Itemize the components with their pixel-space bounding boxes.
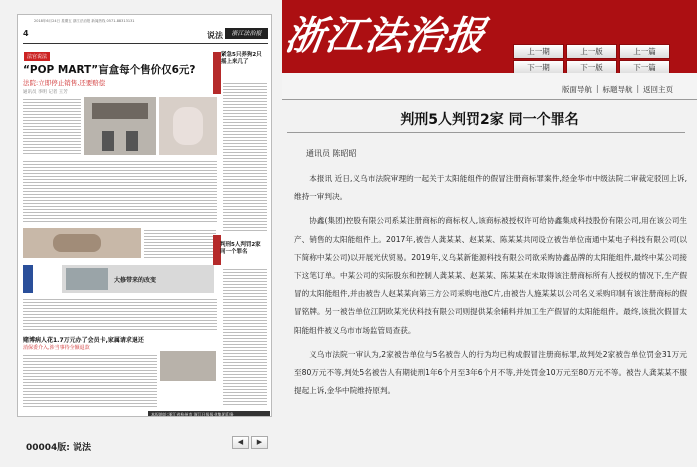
issue-navigation (513, 44, 670, 75)
thumb-feature-title[interactable]: 大修带来的改变 (114, 277, 157, 284)
thumb-photo-card (160, 351, 216, 381)
next-article-button[interactable]: 下一篇 (619, 60, 670, 75)
article-panel (282, 0, 697, 467)
article-paragraph: 协鑫(集团)控股有限公司系某注册商标的商标权人,该商标被授权许可给协鑫集成科技股份有限公司,用在该公司生产、销售的太阳能组件上。2017年,被告人龚某某、赵某某、陈某某共同设立被告单位南通中某电子科技有限公司(以下简称中某公司)以开展光伏贸易。2019年,义乌某新能源科技有限公司欲采购协鑫品牌的太阳能组件,最终中某公司接下这笔订单。中某公司的实际股东和控制人龚某某、赵某某、陈某某在未取得该注册商标所有人授权的情况下,生产假冒的太阳能组件,并由被告人赵某某向第三方公司采购电池C片,由被告人施某某以公司名义采购印制有该注册商标的假冒铭牌。另一被告单位江阴欧某光伏科技有限公司则提供某余辅料并加工生产假冒的太阳能组件。最终,该批次假冒太阳能组件被义乌市市场监管局查获。 (294, 216, 687, 335)
thumb-tag: 法官说法 (24, 52, 50, 61)
thumb-photo-blindbox (159, 97, 217, 155)
thumb-side-headline[interactable]: 紧急5只养狗2只摇上来几了 (221, 52, 262, 65)
thumb-text-block (223, 267, 267, 407)
thumb-footer: 本报地址:浙江省杭州市 浙江日报报业集团印务 (148, 411, 270, 417)
previous-issue-button[interactable]: 上一期 (513, 44, 564, 59)
thumb-text-block (23, 297, 217, 331)
thumb-headline-2[interactable]: 赌博病人花1.7万元办了会员卡,家属请求退还 (23, 337, 144, 344)
thumb-article-link-current[interactable]: 判刑5人判罚2家 同一个罪名 (220, 242, 261, 255)
subnav-separator: | (595, 84, 599, 93)
page-navigation (232, 436, 268, 449)
article-paragraph: 义乌市法院一审认为,2家被告单位与5名被告人的行为均已构成假冒注册商标罪,故判处2家被告单位罚金31万元至80万元不等,判处5名被告人有期徒刑1年6个月至3年6个月不等,并处罚金10万元至80万元不等。被告人龚某某不服提起上诉,金华中院维持原判。 (294, 349, 687, 396)
thumb-headline[interactable]: “POP MART”盲盒每个售价仅6元? (23, 64, 196, 76)
sub-navigation (282, 73, 697, 100)
thumb-photo-courtroom (84, 97, 156, 155)
title-nav-link[interactable]: 标题导航 (602, 85, 633, 94)
masthead (282, 0, 697, 73)
thumb-feature-photo (66, 268, 108, 290)
page-thumbnail[interactable] (17, 14, 272, 417)
thumb-section-name: 说法 (207, 31, 223, 40)
thumb-side-bar (23, 265, 33, 293)
thumb-photo-hand (23, 228, 141, 258)
article-body (294, 170, 687, 406)
thumb-text-block (23, 97, 81, 155)
title-divider (287, 132, 685, 133)
thumb-divider (23, 43, 268, 44)
thumb-text-block (144, 228, 216, 258)
thumb-logo: 浙江法治报 (225, 28, 268, 39)
thumb-side-bar (213, 52, 221, 94)
thumb-text-block (223, 81, 267, 231)
thumb-subheadline-2: 消保委介入,涉当事待全额退款 (23, 345, 90, 351)
thumb-subheadline: 法院:立即停止销售,还要赔偿 (23, 79, 106, 87)
layout-nav-link[interactable]: 版面导航 (561, 85, 592, 94)
article-paragraph: 本报讯 近日,义乌市法院审理的一起关于太阳能组件的假冒注册商标罪案件,经金华市中级法院二审裁定驳回上诉,维持一审判决。 (294, 174, 687, 202)
prev-page-button[interactable]: ◀ (232, 436, 249, 449)
next-issue-button[interactable]: 下一期 (513, 60, 564, 75)
thumb-page-number: 4 (23, 29, 29, 38)
next-page-button[interactable]: ▶ (251, 436, 268, 449)
thumb-byline: 通讯员 李明 记者 王芳 (23, 90, 68, 95)
article-title: 判刑5人判罚2家 同一个罪名 (400, 112, 579, 128)
thumb-header-info: 2018年6月24日 星期五 浙江法治报 新闻热线 0571-88313131 (34, 19, 135, 23)
subnav-separator: | (636, 84, 639, 93)
page-label: 00004版: 说法 (26, 443, 92, 453)
thumb-text-block (23, 353, 157, 407)
article-author: 通讯员 陈昭昭 (306, 149, 357, 158)
page-thumbnail-panel (0, 0, 282, 467)
masthead-logo: 浙江法治报 (282, 13, 489, 59)
thumb-text-block (23, 159, 217, 224)
subnav-links (562, 84, 673, 95)
next-page-button[interactable]: 下一版 (566, 60, 617, 75)
previous-article-button[interactable]: 上一篇 (619, 44, 670, 59)
previous-page-button[interactable]: 上一版 (566, 44, 617, 59)
home-link[interactable]: 返回主页 (643, 85, 673, 94)
